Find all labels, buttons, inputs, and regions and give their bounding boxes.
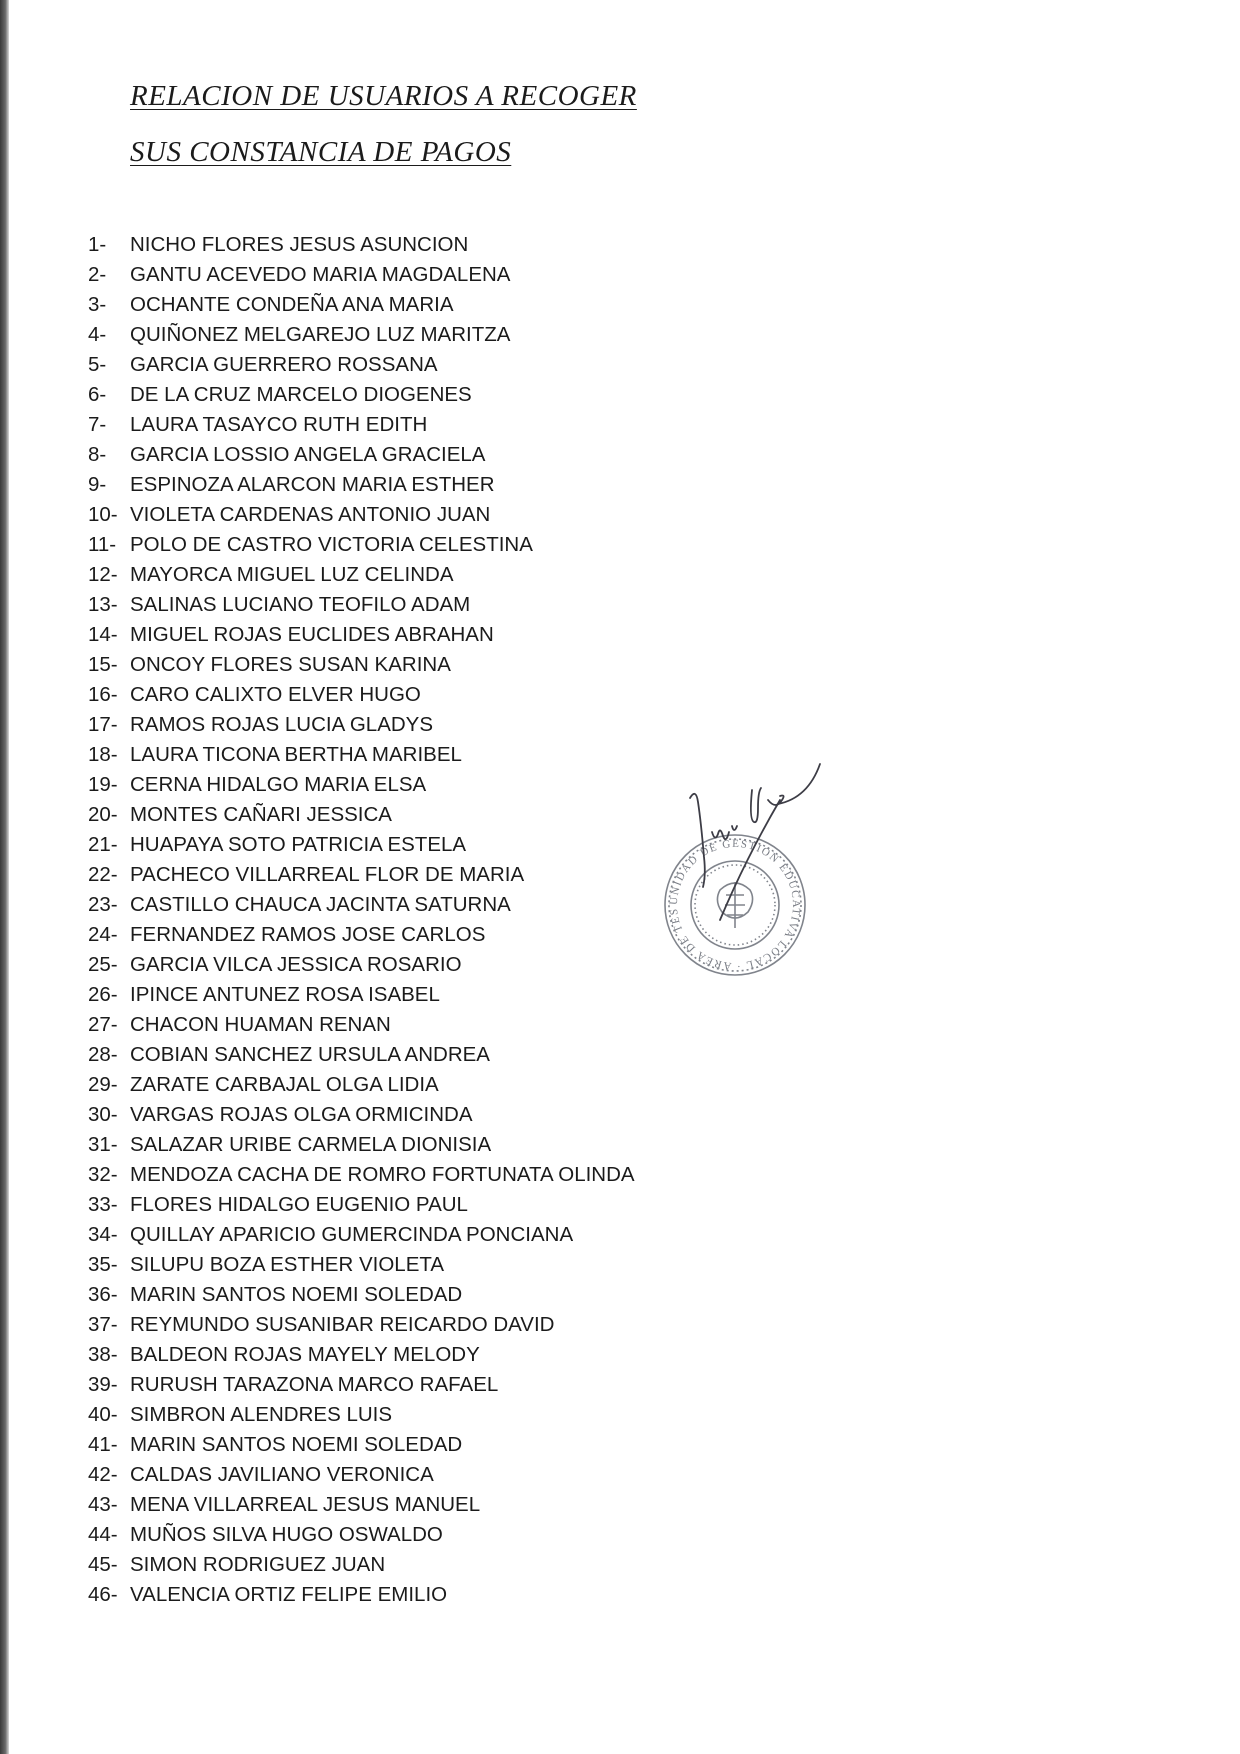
list-item-number: 12- <box>88 563 118 586</box>
list-item-name: QUIÑONEZ MELGAREJO LUZ MARITZA <box>130 323 511 346</box>
list-item <box>88 1250 635 1280</box>
list-item-name: VIOLETA CARDENAS ANTONIO JUAN <box>130 503 491 526</box>
list-item-number: 39- <box>88 1373 118 1396</box>
list-item <box>88 890 635 920</box>
list-item <box>88 710 635 740</box>
list-item-number: 1- <box>88 233 107 256</box>
list-item-name: POLO DE CASTRO VICTORIA CELESTINA <box>130 533 533 556</box>
list-item-number: 40- <box>88 1403 118 1426</box>
list-item <box>88 350 635 380</box>
document-title-line-2: SUS CONSTANCIA DE PAGOS <box>130 136 512 168</box>
list-item-name: OCHANTE CONDEÑA ANA MARIA <box>130 293 454 316</box>
list-item-name: SILUPU BOZA ESTHER VIOLETA <box>130 1253 445 1276</box>
list-item-name: LAURA TASAYCO RUTH EDITH <box>130 413 428 436</box>
list-item-name: LAURA TICONA BERTHA MARIBEL <box>130 743 462 766</box>
list-item <box>88 620 635 650</box>
list-item-name: COBIAN SANCHEZ URSULA ANDREA <box>130 1043 490 1066</box>
list-item <box>88 1370 635 1400</box>
list-item <box>88 290 635 320</box>
list-item-name: RAMOS ROJAS LUCIA GLADYS <box>130 713 434 736</box>
list-item-number: 2- <box>88 263 107 286</box>
list-item <box>88 410 635 440</box>
list-item-name: REYMUNDO SUSANIBAR REICARDO DAVID <box>130 1313 555 1336</box>
list-item-name: GARCIA GUERRERO ROSSANA <box>130 353 438 376</box>
list-item-number: 33- <box>88 1193 118 1216</box>
list-item-number: 42- <box>88 1463 118 1486</box>
list-item-name: VALENCIA ORTIZ FELIPE EMILIO <box>130 1583 448 1606</box>
list-item-name: SALINAS LUCIANO TEOFILO ADAM <box>130 593 471 616</box>
list-item-name: FERNANDEZ RAMOS JOSE CARLOS <box>130 923 486 946</box>
list-item-number: 46- <box>88 1583 118 1606</box>
list-item-name: CERNA HIDALGO MARIA ELSA <box>130 773 427 796</box>
list-item-name: ZARATE CARBAJAL OLGA LIDIA <box>130 1073 439 1096</box>
list-item-name: MARIN SANTOS NOEMI SOLEDAD <box>130 1433 463 1456</box>
list-item <box>88 1100 635 1130</box>
list-item <box>88 1010 635 1040</box>
list-item-number: 30- <box>88 1103 118 1126</box>
list-item-name: GARCIA LOSSIO ANGELA GRACIELA <box>130 443 486 466</box>
list-item-number: 35- <box>88 1253 118 1276</box>
list-item-number: 21- <box>88 833 118 856</box>
list-item-number: 13- <box>88 593 118 616</box>
list-item <box>88 440 635 470</box>
list-item <box>88 230 635 260</box>
stamp-and-signature <box>660 760 910 990</box>
list-item <box>88 1580 635 1610</box>
list-item-number: 11- <box>88 533 117 556</box>
list-item <box>88 830 635 860</box>
list-item <box>88 1340 635 1370</box>
list-item-name: GARCIA VILCA JESSICA ROSARIO <box>130 953 462 976</box>
list-item-number: 31- <box>88 1133 118 1156</box>
user-list <box>88 230 635 1610</box>
list-item-name: CALDAS JAVILIANO VERONICA <box>130 1463 434 1486</box>
list-item-number: 45- <box>88 1553 118 1576</box>
list-item-name: CARO CALIXTO ELVER HUGO <box>130 683 421 706</box>
list-item <box>88 1550 635 1580</box>
list-item-number: 23- <box>88 893 118 916</box>
official-seal-stamp <box>660 760 910 990</box>
list-item-name: MUÑOS SILVA HUGO OSWALDO <box>130 1523 443 1546</box>
list-item-number: 27- <box>88 1013 118 1036</box>
list-item <box>88 860 635 890</box>
list-item <box>88 1430 635 1460</box>
list-item <box>88 1280 635 1310</box>
list-item <box>88 680 635 710</box>
list-item-number: 26- <box>88 983 118 1006</box>
list-item <box>88 530 635 560</box>
list-item-name: SALAZAR URIBE CARMELA DIONISIA <box>130 1133 492 1156</box>
list-item <box>88 1220 635 1250</box>
list-item-name: VARGAS ROJAS OLGA ORMICINDA <box>130 1103 473 1126</box>
list-item-name: MAYORCA MIGUEL LUZ CELINDA <box>130 563 454 586</box>
list-item <box>88 1130 635 1160</box>
list-item <box>88 650 635 680</box>
list-item-number: 20- <box>88 803 118 826</box>
scan-edge <box>0 0 9 1754</box>
list-item-number: 10- <box>88 503 118 526</box>
list-item-number: 19- <box>88 773 118 796</box>
list-item-name: NICHO FLORES JESUS ASUNCION <box>130 233 469 256</box>
list-item-number: 17- <box>88 713 118 736</box>
list-item-name: MENA VILLARREAL JESUS MANUEL <box>130 1493 481 1516</box>
list-item-number: 44- <box>88 1523 118 1546</box>
list-item-number: 8- <box>88 443 107 466</box>
list-item <box>88 920 635 950</box>
list-item <box>88 260 635 290</box>
list-item-number: 32- <box>88 1163 118 1186</box>
list-item <box>88 1460 635 1490</box>
document-title-line-1: RELACION DE USUARIOS A RECOGER <box>130 80 637 112</box>
list-item-name: MENDOZA CACHA DE ROMRO FORTUNATA OLINDA <box>130 1163 635 1186</box>
list-item <box>88 380 635 410</box>
list-item <box>88 1190 635 1220</box>
list-item-number: 14- <box>88 623 118 646</box>
list-item <box>88 980 635 1010</box>
list-item-name: SIMBRON ALENDRES LUIS <box>130 1403 393 1426</box>
list-item <box>88 1070 635 1100</box>
list-item-number: 9- <box>88 473 107 496</box>
list-item <box>88 1310 635 1340</box>
list-item-number: 3- <box>88 293 107 316</box>
list-item-number: 37- <box>88 1313 118 1336</box>
list-item-number: 34- <box>88 1223 118 1246</box>
list-item-number: 25- <box>88 953 118 976</box>
list-item <box>88 320 635 350</box>
list-item-name: MARIN SANTOS NOEMI SOLEDAD <box>130 1283 463 1306</box>
list-item-name: FLORES HIDALGO EUGENIO PAUL <box>130 1193 468 1216</box>
list-item-name: GANTU ACEVEDO MARIA MAGDALENA <box>130 263 511 286</box>
list-item-name: CASTILLO CHAUCA JACINTA SATURNA <box>130 893 511 916</box>
list-item-name: SIMON RODRIGUEZ JUAN <box>130 1553 386 1576</box>
list-item <box>88 500 635 530</box>
list-item-name: BALDEON ROJAS MAYELY MELODY <box>130 1343 480 1366</box>
list-item <box>88 1520 635 1550</box>
list-item-name: RURUSH TARAZONA MARCO RAFAEL <box>130 1373 499 1396</box>
list-item-number: 38- <box>88 1343 118 1366</box>
list-item <box>88 1490 635 1520</box>
list-item-number: 18- <box>88 743 118 766</box>
list-item-number: 29- <box>88 1073 118 1096</box>
list-item <box>88 470 635 500</box>
list-item-name: QUILLAY APARICIO GUMERCINDA PONCIANA <box>130 1223 574 1246</box>
list-item-name: ESPINOZA ALARCON MARIA ESTHER <box>130 473 495 496</box>
list-item-number: 24- <box>88 923 118 946</box>
list-item-name: PACHECO VILLARREAL FLOR DE MARIA <box>130 863 525 886</box>
list-item-name: IPINCE ANTUNEZ ROSA ISABEL <box>130 983 440 1006</box>
list-item <box>88 770 635 800</box>
list-item <box>88 950 635 980</box>
list-item <box>88 590 635 620</box>
list-item-number: 16- <box>88 683 118 706</box>
list-item-number: 43- <box>88 1493 118 1516</box>
list-item-number: 15- <box>88 653 118 676</box>
svg-text:UNIDAD DE GESTION EDUCATIVA LO <box>660 760 802 972</box>
list-item-number: 28- <box>88 1043 118 1066</box>
list-item <box>88 1400 635 1430</box>
list-item-name: CHACON HUAMAN RENAN <box>130 1013 391 1036</box>
list-item-number: 7- <box>88 413 107 436</box>
list-item <box>88 800 635 830</box>
list-item-number: 22- <box>88 863 118 886</box>
list-item-number: 5- <box>88 353 107 376</box>
list-item-name: HUAPAYA SOTO PATRICIA ESTELA <box>130 833 467 856</box>
list-item-name: MONTES CAÑARI JESSICA <box>130 803 392 826</box>
list-item <box>88 740 635 770</box>
list-item <box>88 1160 635 1190</box>
list-item-name: MIGUEL ROJAS EUCLIDES ABRAHAN <box>130 623 494 646</box>
list-item <box>88 1040 635 1070</box>
list-item-name: ONCOY FLORES SUSAN KARINA <box>130 653 451 676</box>
list-item-number: 6- <box>88 383 107 406</box>
list-item-number: 41- <box>88 1433 118 1456</box>
list-item-number: 4- <box>88 323 107 346</box>
list-item-number: 36- <box>88 1283 118 1306</box>
list-item-name: DE LA CRUZ MARCELO DIOGENES <box>130 383 472 406</box>
list-item <box>88 560 635 590</box>
seal-ring-text: UNIDAD DE GESTION EDUCATIVA LOCAL · AREA DE TES <box>667 837 803 973</box>
